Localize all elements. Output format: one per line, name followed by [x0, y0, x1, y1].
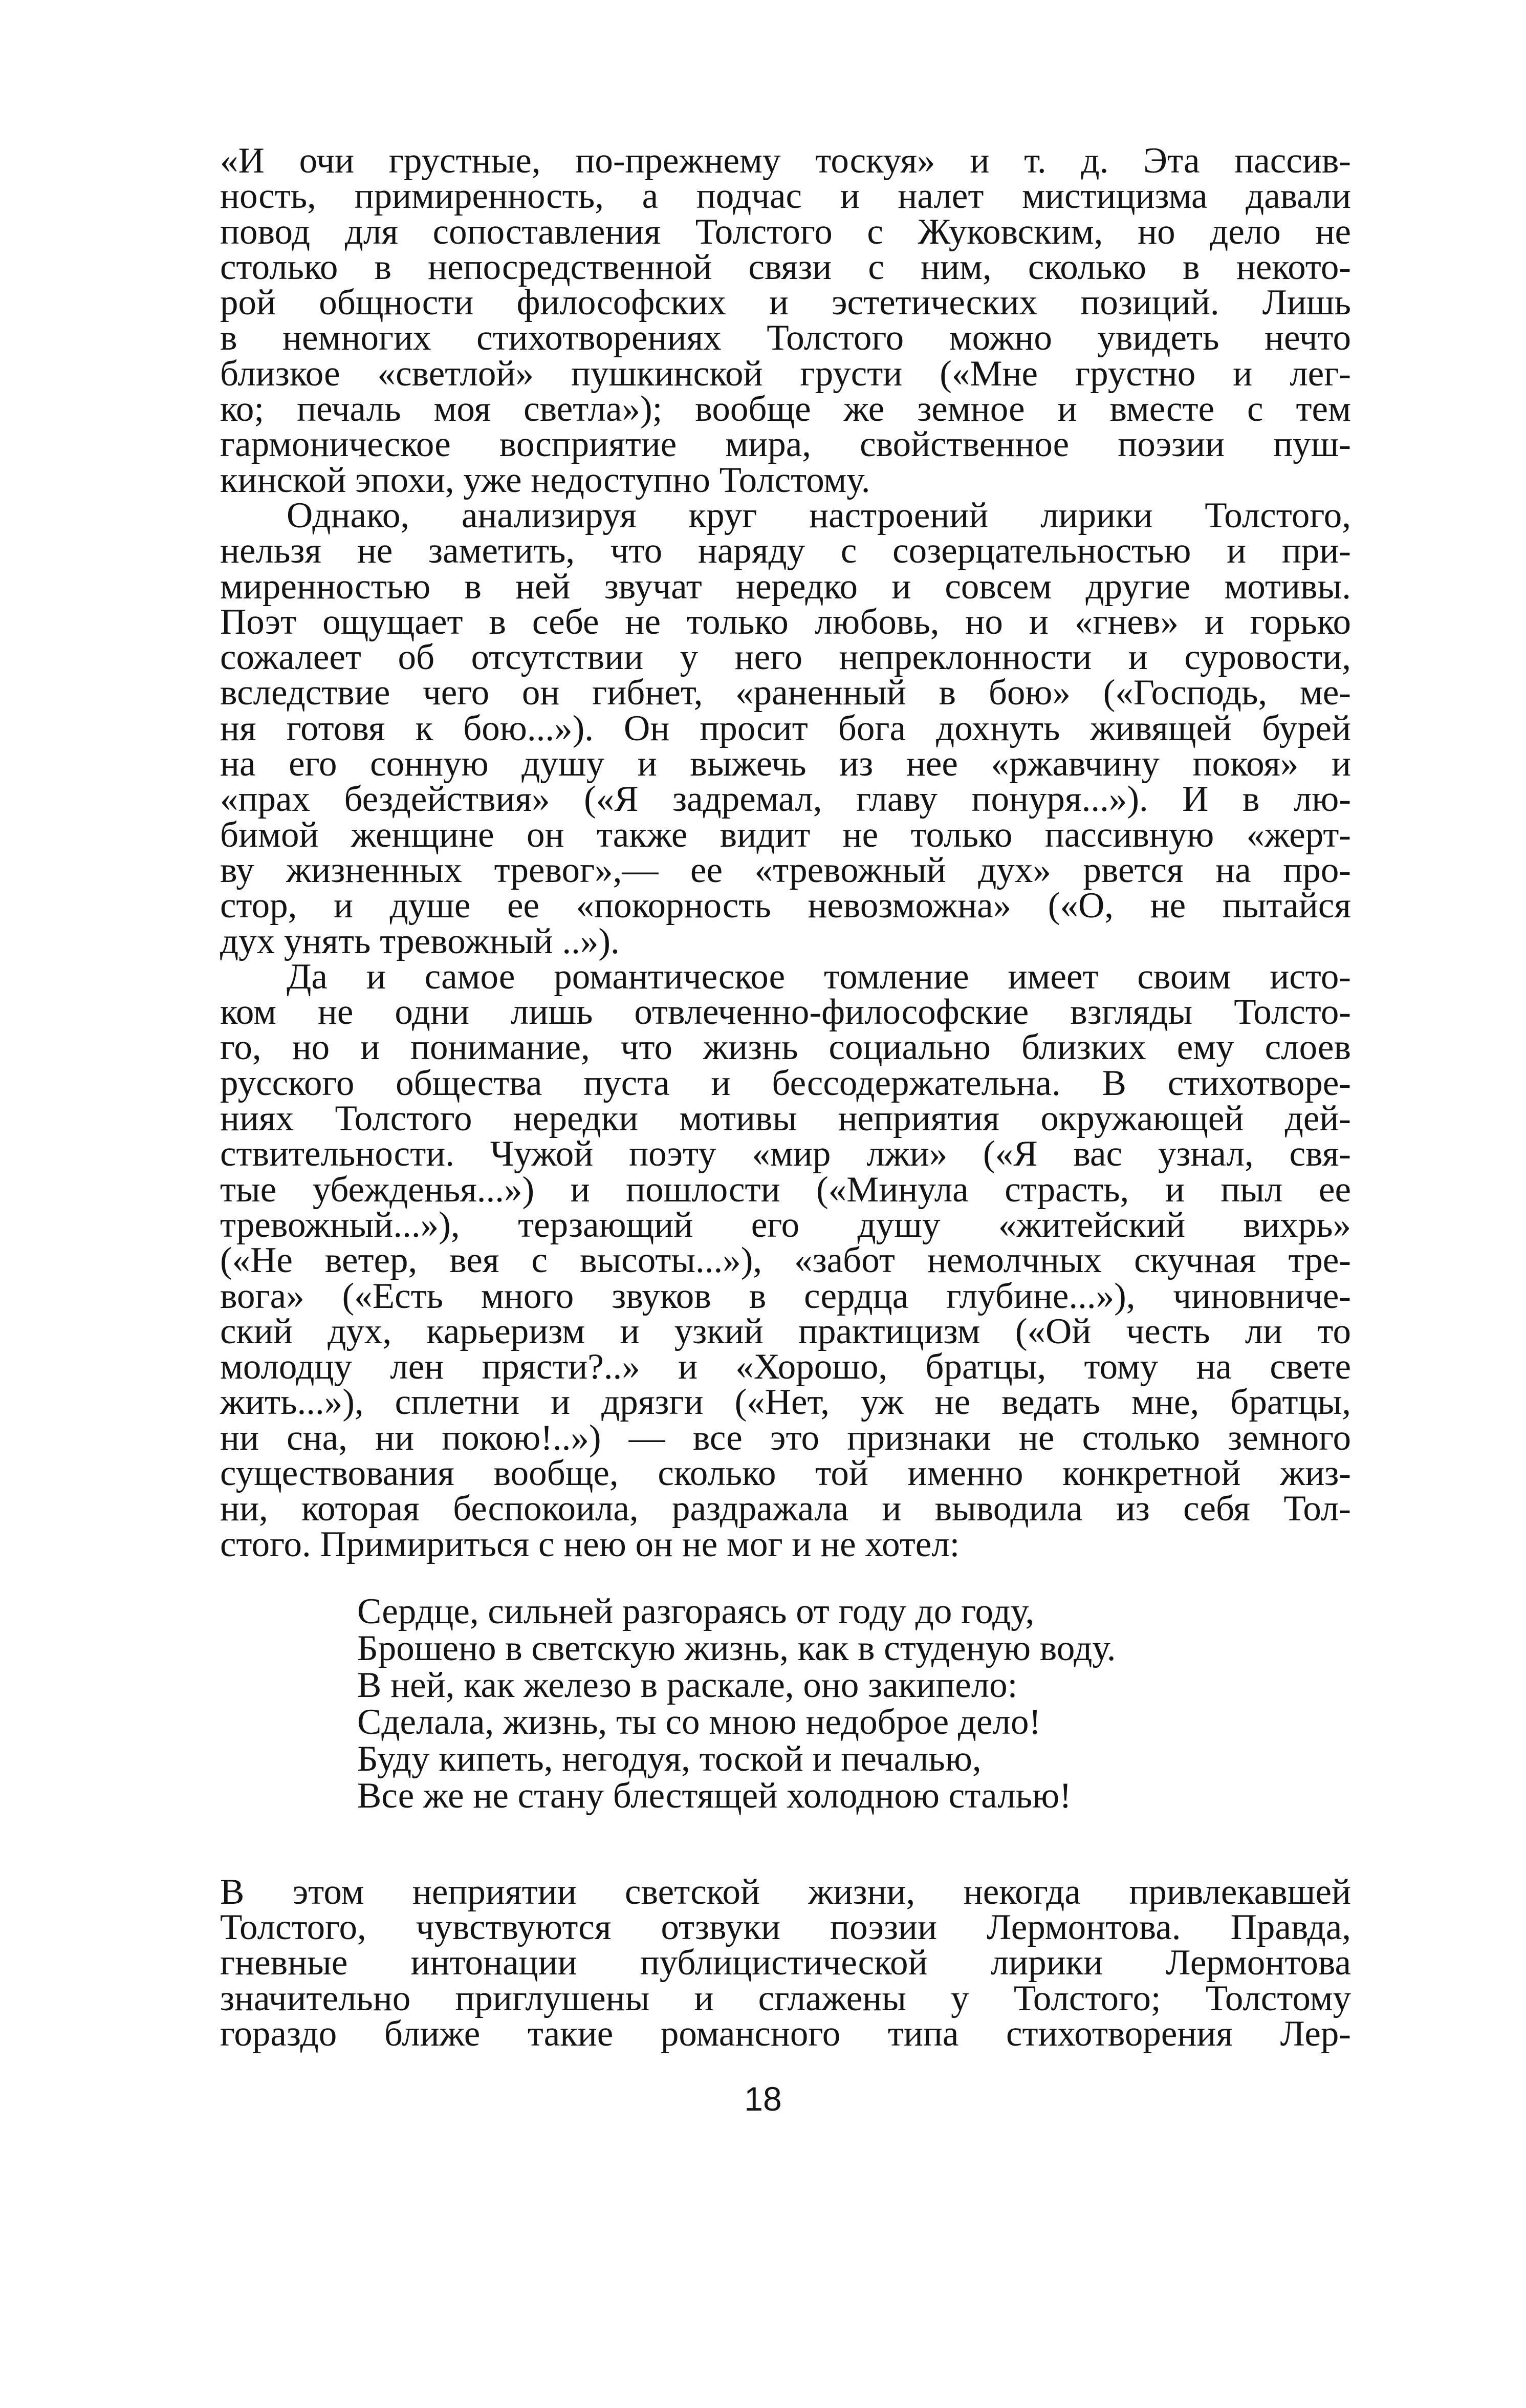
text-line: тревожный...»), терзающий его душу «житейский вихрь»	[220, 1205, 1351, 1245]
text-line: В этом неприятии светской жизни, некогда привлекавшей	[220, 1872, 1351, 1912]
text-line: ву жизненных тревог»,— ее «тревожный дух» рвется на про-	[220, 850, 1351, 890]
text-line: русского общества пуста и бессодержательна. В стихотворе-	[220, 1063, 1351, 1103]
text-line: го, но и понимание, что жизнь социально близких ему слоев	[220, 1027, 1351, 1068]
text-line: рой общности философских и эстетических позиций. Лишь	[220, 283, 1351, 323]
text-line: стого. Примириться с нею он не мог и не хотел:	[220, 1524, 960, 1564]
text-line: ский дух, карьеризм и узкий практицизм («Ой честь ли то	[220, 1311, 1351, 1351]
verse-quote	[357, 1593, 1351, 1814]
text-line: близкое «светлой» пушкинской грусти («Мне грустно и лег-	[220, 353, 1351, 394]
paragraph-2	[220, 495, 1351, 961]
text-line: «И очи грустные, по-прежнему тоскуя» и т. д. Эта пассив-	[220, 141, 1351, 181]
text-line: сожалеет об отсутствии у него непреклонности и суровости,	[220, 637, 1351, 678]
verse-line: Сердце, сильней разгораясь от году до году,	[357, 1591, 1035, 1631]
page-number: 18	[744, 2080, 782, 2118]
text-line: Да и самое романтическое томление имеет своим исто-	[287, 956, 1351, 997]
text-line: в немногих стихотворениях Толстого можно увидеть нечто	[220, 318, 1351, 358]
text-line: бимой женщине он также видит не только пассивную «жерт-	[220, 814, 1351, 855]
text-line: Однако, анализируя круг настроений лирики Толстого,	[287, 495, 1351, 535]
text-line: значительно приглушены и сглажены у Толстого; Толстому	[220, 1978, 1351, 2018]
verse-line: Сделала, жизнь, ты со мною недоброе дело!	[357, 1702, 1041, 1742]
text-line: ко; печаль моя светла»); вообще же земное и вместе с тем	[220, 389, 1351, 429]
text-line: «прах бездействия» («Я задремал, главу понуря...»). И в лю-	[220, 779, 1351, 820]
text-line: тые убежденья...») и пошлости («Минула страсть, и пыл ее	[220, 1169, 1351, 1210]
text-line: повод для сопоставления Толстого с Жуковским, но дело не	[220, 211, 1351, 252]
text-line: на его сонную душу и выжечь из нее «ржавчину покоя» и	[220, 744, 1351, 784]
text-line: гораздо ближе такие романсного типа стихотворения Лер-	[220, 2014, 1351, 2054]
text-line: ком не одни лишь отвлеченно-философские взгляды Толсто-	[220, 992, 1351, 1033]
text-line: ня готовя к бою...»). Он просит бога дохнуть живящей бурей	[220, 708, 1351, 748]
text-line: столько в непосредственной связи с ним, сколько в некото-	[220, 247, 1351, 287]
text-line: кинской эпохи, уже недоступно Толстому.	[220, 460, 870, 500]
text-line: миренностью в ней звучат нередко и совсем другие мотивы.	[220, 566, 1351, 607]
text-line: вследствие чего он гибнет, «раненный в бою» («Господь, ме-	[220, 673, 1351, 713]
text-line: ниях Толстого нередки мотивы неприятия окружающей дей-	[220, 1099, 1351, 1139]
paragraph-3	[220, 956, 1351, 1564]
paragraph-1	[220, 143, 1351, 498]
text-line: нельзя не заметить, что наряду с созерцательностью и при-	[220, 531, 1351, 571]
text-line: («Не ветер, вея с высоты...»), «забот немолчных скучная тре-	[220, 1240, 1351, 1281]
text-line: молодцу лен прясти?..» и «Хорошо, братцы, тому на свете	[220, 1347, 1351, 1387]
text-line: существования вообще, сколько той именно конкретной жиз-	[220, 1453, 1351, 1493]
text-line: Толстого, чувствуются отзвуки поэзии Лермонтова. Правда,	[220, 1907, 1351, 1948]
text-line: стор, и душе ее «покорность невозможна» («О, не пытайся	[220, 886, 1351, 926]
paragraph-4	[220, 1872, 1351, 2054]
text-line: ни сна, ни покою!..») — все это признаки не столько земного	[220, 1417, 1351, 1458]
text-line: гармоническое восприятие мира, свойственное поэзии пуш-	[220, 424, 1351, 465]
text-line: дух унять тревожный ..»).	[220, 921, 620, 961]
text-line: ность, примиренность, а подчас и налет мистицизма давали	[220, 176, 1351, 217]
text-line: гневные интонации публицистической лирики Лермонтова	[220, 1943, 1351, 1983]
text-line: вога» («Есть много звуков в сердца глубине...»), чиновниче-	[220, 1276, 1351, 1316]
text-line: ни, которая беспокоила, раздражала и выводила из себя Тол-	[220, 1489, 1351, 1529]
verse-line: В ней, как железо в раскале, оно закипело:	[357, 1665, 1018, 1705]
verse-line: Все же не стану блестящей холодною сталью!	[357, 1775, 1072, 1816]
text-line: Поэт ощущает в себе не только любовь, но и «гнев» и горько	[220, 601, 1351, 642]
page-body	[220, 143, 1351, 2052]
verse-line: Буду кипеть, негодуя, тоской и печалью,	[357, 1738, 982, 1779]
text-line: жить...»), сплетни и дрязги («Нет, уж не ведать мне, братцы,	[220, 1382, 1351, 1423]
verse-line: Брошено в светскую жизнь, как в студеную воду.	[357, 1628, 1116, 1668]
text-line: ствительности. Чужой поэту «мир лжи» («Я вас узнал, свя-	[220, 1134, 1351, 1174]
